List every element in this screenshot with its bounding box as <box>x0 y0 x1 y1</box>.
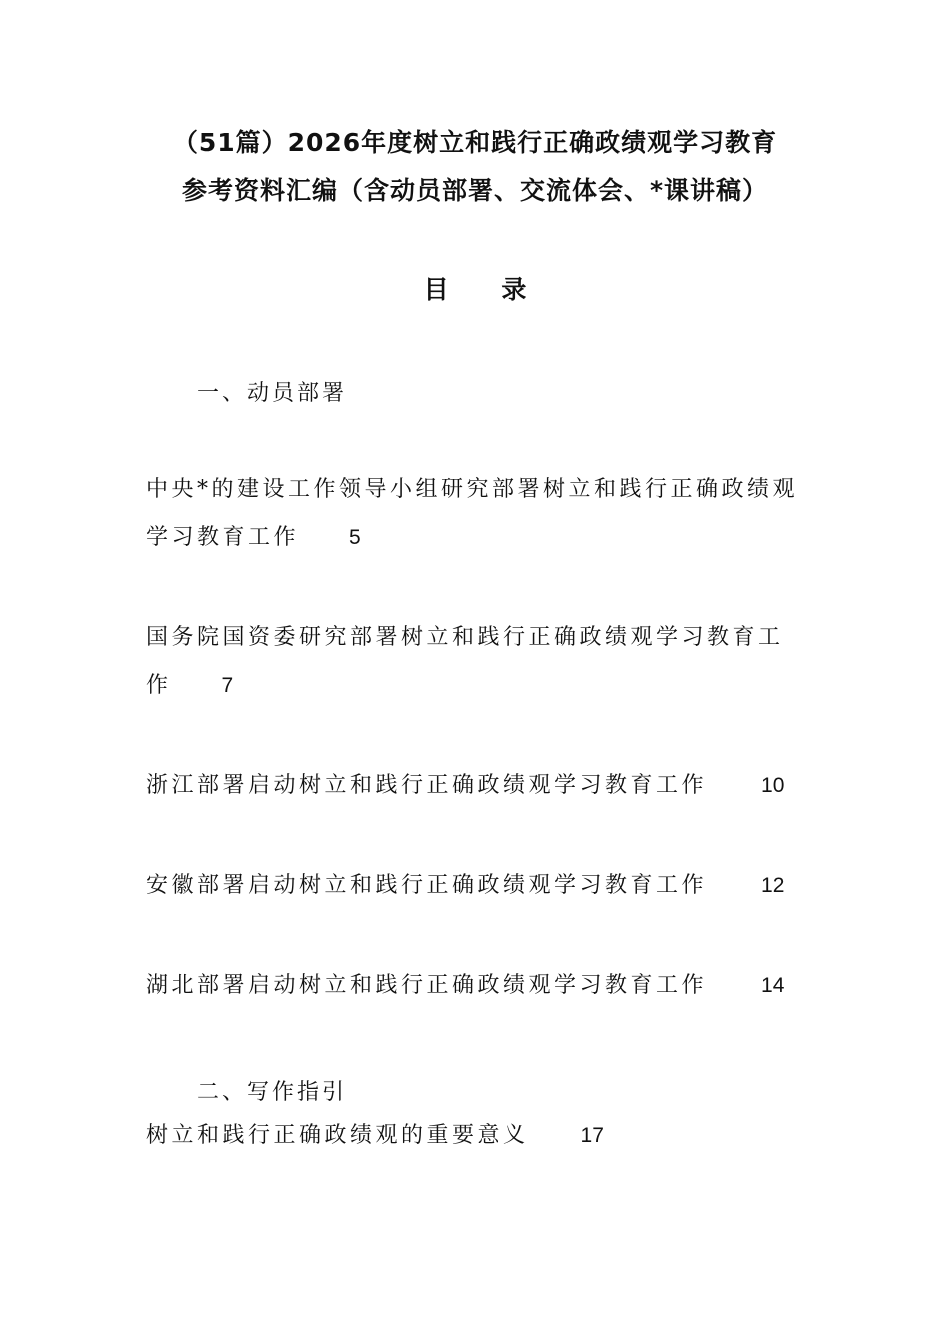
toc-entry[interactable] <box>146 862 816 910</box>
toc-entry[interactable] <box>146 1112 816 1160</box>
document-title-line-2: 参考资料汇编（含动员部署、交流体会、*课讲稿） <box>181 176 769 205</box>
toc-entry-page-number: 5 <box>349 526 361 549</box>
document-title-line-1: （51篇）2026年度树立和践行正确政绩观学习教育 <box>172 128 778 157</box>
toc-entry-title: 浙江部署启动树立和践行正确政绩观学习教育工作 <box>146 773 708 798</box>
toc-entry-title-continued: 学习教育工作 <box>146 525 300 550</box>
toc-entry-title: 树立和践行正确政绩观的重要意义 <box>146 1123 529 1148</box>
section-heading-mobilization: 一、动员部署 <box>197 381 348 406</box>
toc-entry-page-number: 12 <box>761 874 785 897</box>
toc-entry-title: 湖北部署启动树立和践行正确政绩观学习教育工作 <box>146 973 708 998</box>
toc-entry-page-number: 14 <box>761 974 785 997</box>
toc-entry-title-continued: 作 <box>146 673 172 698</box>
toc-entry[interactable] <box>146 466 816 562</box>
section-heading-writing-guide: 二、写作指引 <box>197 1080 348 1105</box>
toc-entry[interactable] <box>146 614 816 710</box>
toc-entry-page-number: 17 <box>580 1124 604 1147</box>
toc-entry-title: 国务院国资委研究部署树立和践行正确政绩观学习教育工 <box>146 625 784 650</box>
toc-entry-page-number: 7 <box>221 674 234 697</box>
toc-entry[interactable] <box>146 762 816 810</box>
toc-entry-title: 安徽部署启动树立和践行正确政绩观学习教育工作 <box>146 873 708 898</box>
toc-heading: 目 录 <box>423 275 549 304</box>
toc-entry-title: 中央*的建设工作领导小组研究部署树立和践行正确政绩观 <box>146 477 799 502</box>
toc-entry[interactable] <box>146 962 816 1010</box>
toc-entry-page-number: 10 <box>761 774 785 797</box>
